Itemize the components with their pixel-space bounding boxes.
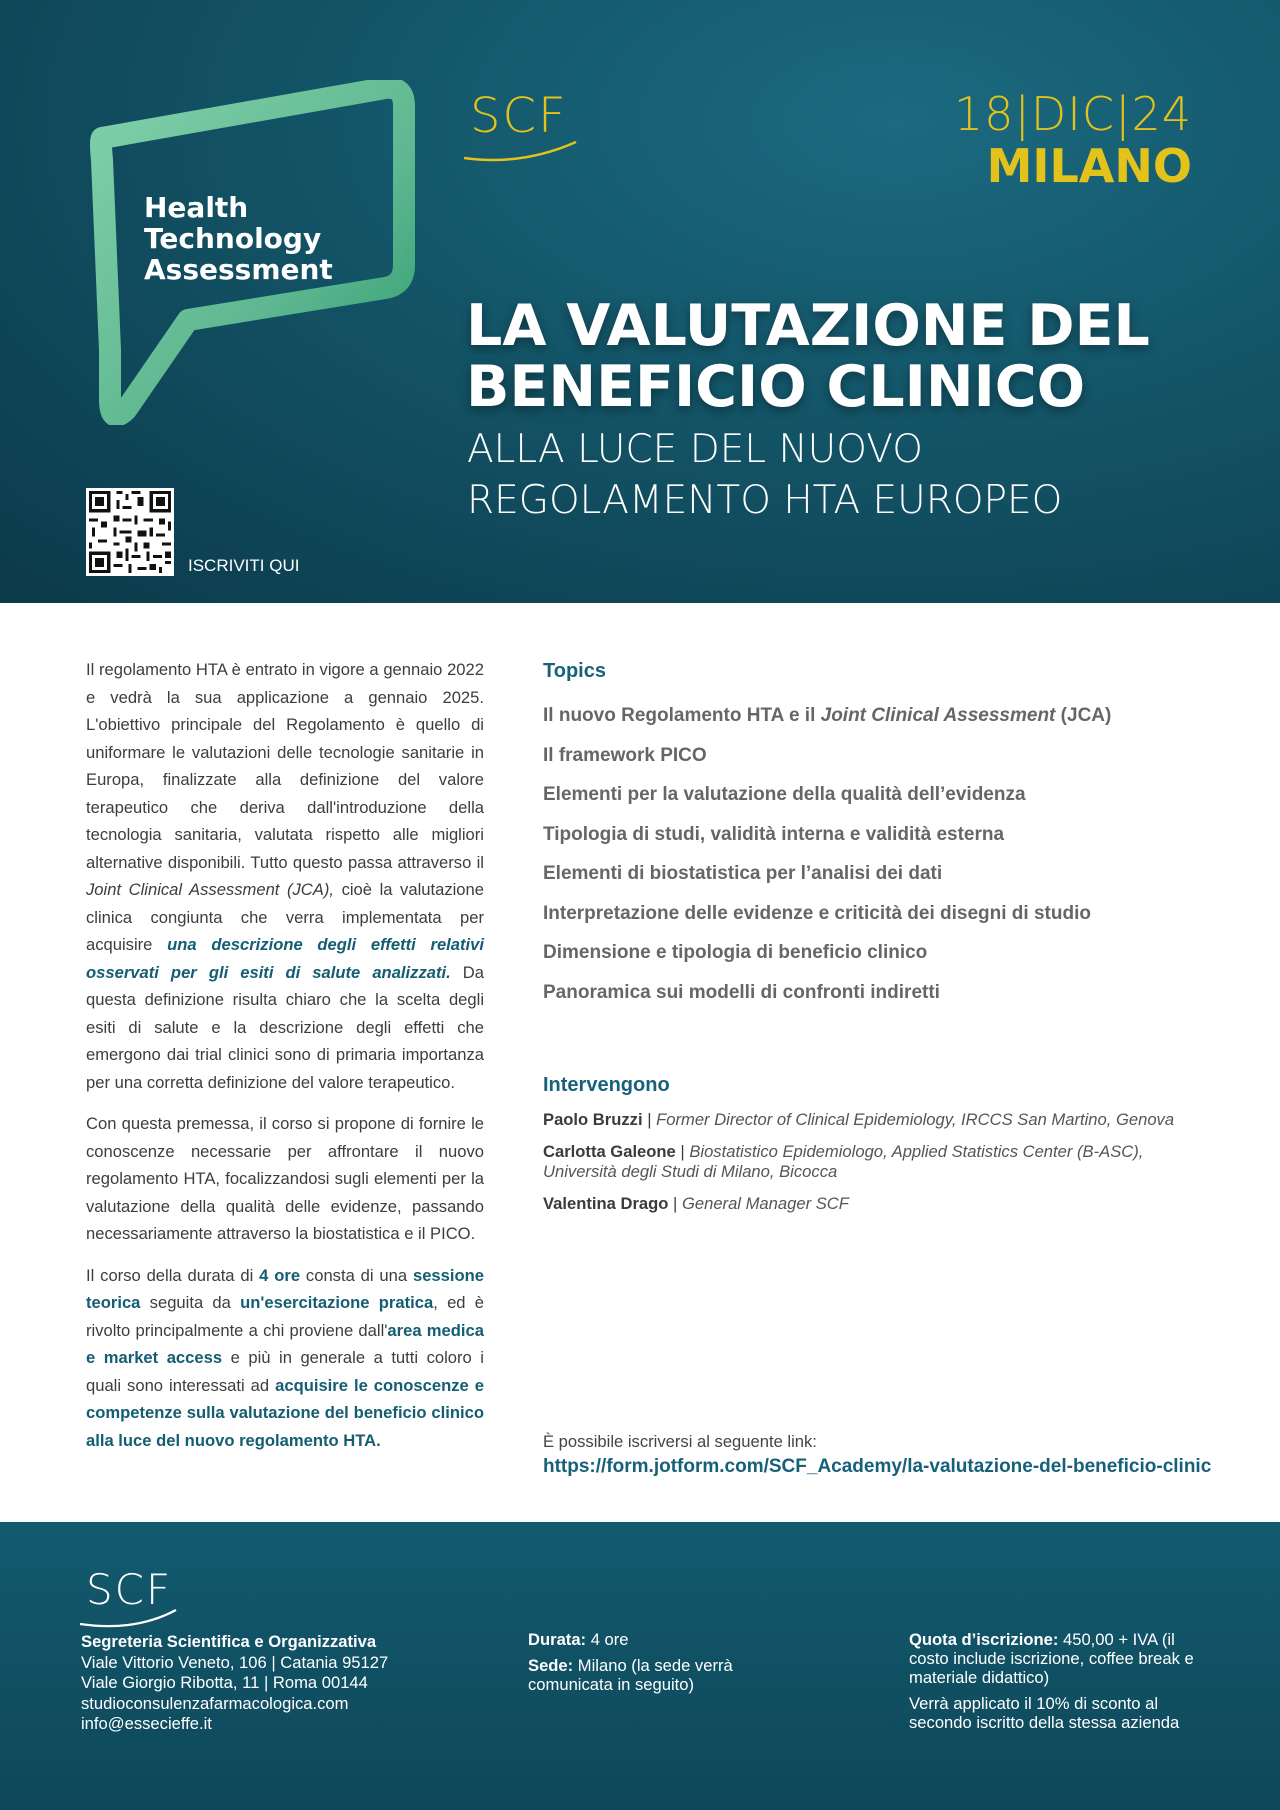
sub-headline: [467, 424, 1207, 526]
website-link[interactable]: studioconsulenzafarmacologica.com: [81, 1693, 349, 1713]
text-run: consta di una: [300, 1265, 413, 1285]
text-run: cioè la valutazione clinica congiunta che verra implementata per acquisire: [86, 880, 484, 954]
speaker-role: Former Director of Clinical Epidemiology, IRCCS San Martino, Genova: [656, 1110, 1175, 1129]
scf-logo-text: SCF: [470, 88, 568, 144]
highlight-text: acquisire le conoscenze e competenze sulla valutazione del beneficio clinico alla luce del nuovo regolamento HTA.: [86, 1375, 485, 1450]
intro-paragraph-2: Con questa premessa, il corso si propone di fornire le conoscenze necessarie per affrontare il nuovo regolamento HTA, focalizzandosi sugli elementi per la valutazione della qualità delle evidenze, passando necessariamente attraverso la biostatistica e il PICO.: [86, 1114, 484, 1243]
text-run: seguita da: [140, 1293, 241, 1312]
scf-logo: [462, 86, 582, 166]
topic-item: Interpretazione delle evidenze e criticità dei disegni di studio: [543, 902, 1091, 924]
text-run: Il regolamento HTA è entrato in vigore a gennaio 2022 e vedrà la sua applicazione a gennaio 2025. L'obiettivo principale del Regolamento è quello di uniformare le valutazioni delle tecnologie sanitarie in Europa, finalizzate alla definizione del valore terapeutico che deriva dall'introduzione della tecnologia sanitaria, valutata rispetto alle migliori alternative disponibili. Tutto questo passa attraverso il: [86, 660, 484, 872]
speaker-role: Biostatistico Epidemiologo, Applied Statistics Center (B-ASC), Università degli Studi di Milano, Bicocca: [543, 1142, 1144, 1181]
highlight-text: sessione teorica: [86, 1265, 484, 1312]
highlight-text: un'esercitazione pratica: [240, 1293, 434, 1312]
highlight-text: una descrizione degli effetti relativi osservati per gli esiti di salute analizzati.: [86, 935, 484, 982]
jca-term: Joint Clinical Assessment (JCA),: [86, 880, 334, 899]
text-run: e più in generale a tutti coloro i quali sono interessati ad: [86, 1348, 484, 1395]
text-run: , ed è rivolto principalmente a chi proviene dall': [86, 1293, 485, 1340]
highlight-text: area medica e market access: [86, 1320, 484, 1367]
bubble-line: Health: [144, 191, 249, 224]
subline-line: ALLA LUCE DEL NUOVO: [467, 427, 923, 472]
qr-code-icon[interactable]: [86, 488, 174, 576]
text-run: Il nuovo Regolamento HTA e il: [543, 705, 821, 726]
speaker-name: Valentina Drago: [543, 1194, 669, 1213]
scf-footer-logo-text: SCF: [86, 1565, 173, 1614]
topic-item: Panoramica sui modelli di confronti indiretti: [543, 981, 940, 1003]
topics-heading: Topics: [543, 660, 606, 682]
address-line: Viale Vittorio Veneto, 106 | Catania 95127: [81, 1652, 389, 1672]
course-details: [528, 1630, 768, 1701]
registration-link[interactable]: https://form.jotform.com/SCF_Academy/la-valutazione-del-beneficio-clinic: [543, 1456, 1212, 1477]
topic-item: Elementi di biostatistica per l’analisi dei dati: [543, 863, 943, 884]
topic-item: Tipologia di studi, validità interna e validità esterna: [543, 823, 1005, 845]
secretariat-info: [81, 1632, 501, 1735]
venue-info: [528, 1656, 768, 1694]
event-date: 18|DIC|24: [953, 87, 1192, 141]
speaker-name: Carlotta Galeone: [543, 1142, 676, 1161]
intro-paragraph-3: [86, 1262, 484, 1455]
headline-line: LA VALUTAZIONE DEL: [466, 293, 1150, 359]
intro-text: [86, 656, 484, 1468]
topic-item: Elementi per la valutazione della qualità dell’evidenza: [543, 784, 1026, 805]
registration-label: È possibile iscriversi al seguente link:: [543, 1432, 817, 1451]
speaker-item: Carlotta Galeone | Biostatistico Epidemiologo, Applied Statistics Center (B-ASC), Università degli Studi di Milano, Bicocca: [543, 1142, 1144, 1181]
address-line: Viale Giorgio Ribotta, 11 | Roma 00144: [81, 1673, 368, 1692]
speakers-heading: Intervengono: [543, 1074, 670, 1096]
text-run: (JCA): [1055, 705, 1112, 726]
topic-item: Dimensione e tipologia di beneficio clinico: [543, 942, 928, 963]
discount-info: Verrà applicato il 10% di sconto al secondo iscritto della stessa azienda: [909, 1694, 1180, 1732]
hero-banner: [0, 0, 1280, 603]
headline-line: BENEFICIO CLINICO: [466, 354, 1086, 420]
speaker-item: Paolo Bruzzi | Former Director of Clinical Epidemiology, IRCCS San Martino, Genova: [543, 1110, 1175, 1129]
signup-label[interactable]: ISCRIVITI QUI: [188, 556, 300, 575]
venue-value: Milano (la sede verrà comunicata in seguito): [528, 1656, 733, 1694]
speaker-item: Valentina Drago | General Manager SCF: [543, 1194, 849, 1213]
topic-item: [543, 705, 1203, 745]
highlight-text: 4 ore: [259, 1265, 301, 1285]
bubble-line: Technology: [144, 222, 322, 255]
bubble-line: Assessment: [144, 253, 333, 286]
main-headline: [466, 293, 1206, 420]
topic-item: Il framework PICO: [543, 744, 707, 766]
intro-paragraph-1: [86, 656, 484, 1096]
fee-info: [909, 1630, 1209, 1687]
duration-label: Durata:: [528, 1630, 587, 1649]
speaker-role: General Manager SCF: [681, 1194, 849, 1213]
fee-label: Quota d’iscrizione:: [909, 1630, 1059, 1649]
footer: [0, 1522, 1280, 1810]
secretariat-title: Segreteria Scientifica e Organizzativa: [81, 1632, 377, 1651]
scf-footer-logo: [80, 1562, 190, 1632]
topics-list: [543, 705, 1203, 1021]
duration-info: [528, 1630, 768, 1649]
bubble-title: [144, 192, 404, 285]
email-link[interactable]: info@essecieffe.it: [81, 1714, 212, 1733]
fee-details: [909, 1630, 1209, 1739]
event-city: MILANO: [986, 139, 1192, 193]
duration-value: 4 ore: [586, 1630, 629, 1649]
speakers-list: [543, 1110, 1203, 1226]
subline-line: REGOLAMENTO HTA EUROPEO: [467, 478, 1063, 523]
venue-label: Sede:: [528, 1656, 574, 1675]
fee-value: 450,00 + IVA (il costo include iscrizione, coffee break e materiale didattico): [909, 1630, 1194, 1687]
speaker-name: Paolo Bruzzi: [543, 1110, 643, 1129]
text-run: Il corso della durata di: [86, 1265, 260, 1285]
jca-term: Joint Clinical Assessment: [820, 705, 1056, 726]
text-run: Da questa definizione risulta chiaro che la scelta degli esiti di salute e la descrizione degli effetti che emergono dai trial clinici sono di primaria importanza per una corretta definizione del valore terapeutico.: [86, 962, 484, 1092]
